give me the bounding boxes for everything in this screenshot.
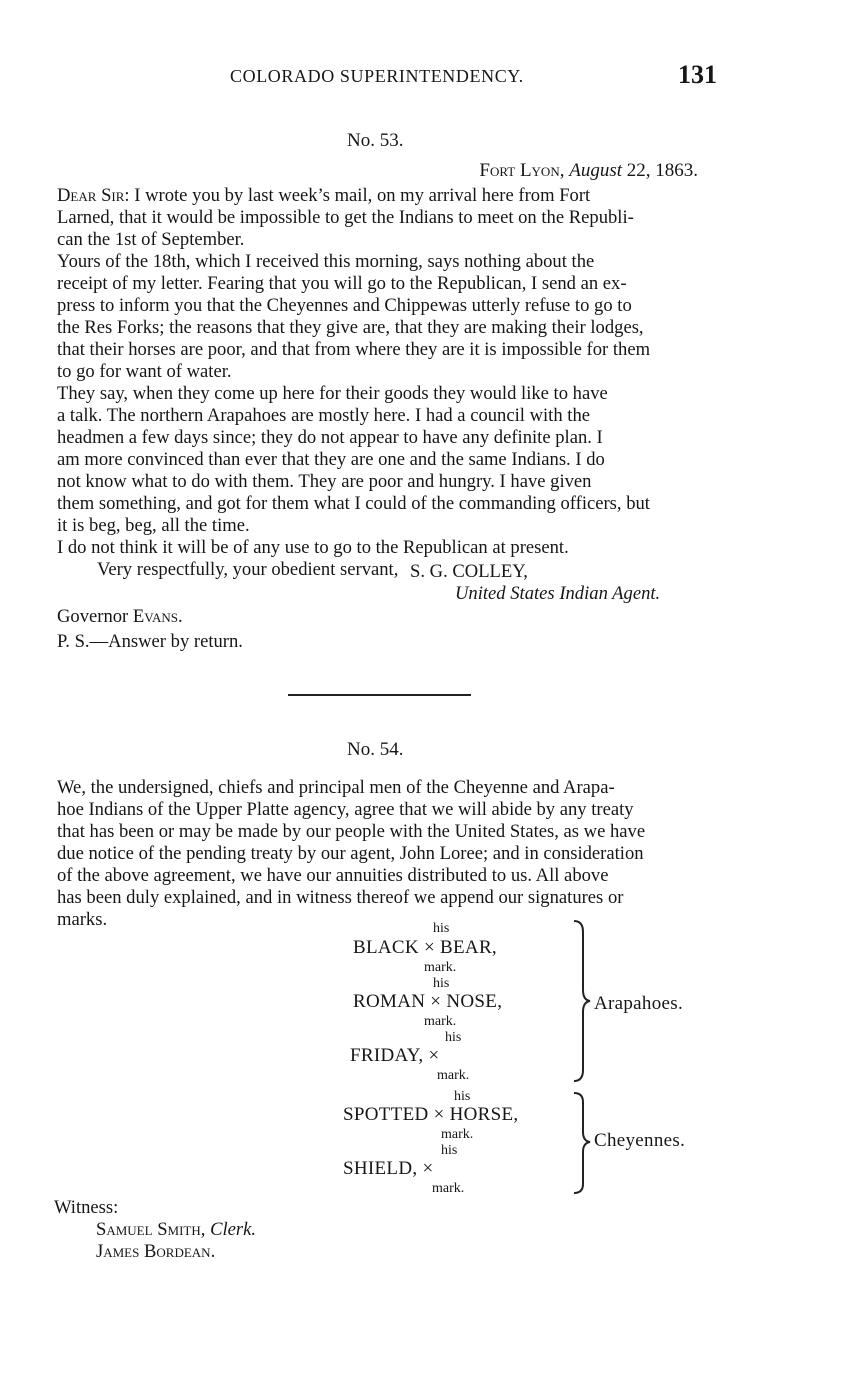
line-0: Dear Sir: I wrote you by last week’s mail, on my arrival here from Fort bbox=[57, 185, 591, 206]
mark-label: mark. bbox=[432, 1181, 465, 1196]
his-label: his bbox=[433, 976, 450, 991]
signature-friday bbox=[350, 1045, 439, 1067]
line-7: that their horses are poor, and that from where they are it is impossible for them bbox=[57, 339, 651, 360]
section-divider bbox=[288, 694, 471, 696]
line-4: receipt of my letter. Fearing that you will go to the Republican, I send an ex- bbox=[57, 273, 627, 294]
witness-2 bbox=[96, 1241, 215, 1263]
sig-first: FRIDAY, bbox=[350, 1045, 424, 1066]
line-12: am more convinced than ever that they are one and the same Indians. I do bbox=[57, 449, 605, 470]
x-mark: × bbox=[423, 937, 435, 958]
agreement-line-1: hoe Indians of the Upper Platte agency, agree that we will abide by any treaty bbox=[57, 799, 634, 820]
witness-label: Witness: bbox=[54, 1197, 119, 1218]
line-15: it is beg, beg, all the time. bbox=[57, 515, 250, 536]
mark-label: mark. bbox=[437, 1068, 470, 1083]
postscript: P. S.—Answer by return. bbox=[57, 631, 243, 652]
addressee bbox=[57, 606, 183, 628]
agreement-line-4: of the above agreement, we have our annuities distributed to us. All above bbox=[57, 865, 609, 886]
line-16: I do not think it will be of any use to go to the Republican at present. bbox=[57, 537, 569, 558]
witness-1-role: Clerk. bbox=[210, 1219, 257, 1240]
document-number-53: No. 53. bbox=[347, 130, 404, 151]
line-9: They say, when they come up here for their goods they would like to have bbox=[57, 383, 608, 404]
dateline-place: Fort Lyon, bbox=[479, 160, 565, 181]
his-label: his bbox=[445, 1030, 462, 1045]
arapahoes-brace-icon bbox=[566, 918, 592, 1084]
sig-first: BLACK bbox=[353, 937, 419, 958]
line-6: the Res Forks; the reasons that they give are, that they are making their lodges, bbox=[57, 317, 644, 338]
signature-black-bear bbox=[353, 937, 497, 959]
signer-name: S. G. COLLEY, bbox=[410, 561, 528, 582]
salutation: Dear Sir: bbox=[57, 185, 130, 206]
sig-second: HORSE, bbox=[449, 1104, 519, 1125]
page-number: 131 bbox=[678, 60, 717, 89]
line-17: Very respectfully, your obedient servant, bbox=[97, 559, 399, 580]
witness-2-name: James Bordean. bbox=[96, 1241, 216, 1262]
dateline-month: August bbox=[569, 160, 622, 181]
signature-shield bbox=[343, 1158, 433, 1180]
line-8: to go for want of water. bbox=[57, 361, 232, 382]
line-11: headmen a few days since; they do not appear to have any definite plan. I bbox=[57, 427, 603, 448]
group-label-arapahoes: Arapahoes. bbox=[594, 993, 683, 1014]
sig-first: SHIELD, bbox=[343, 1158, 418, 1179]
signature-spotted-horse bbox=[343, 1104, 518, 1126]
line-5: press to inform you that the Cheyennes and Chippewas utterly refuse to go to bbox=[57, 295, 632, 316]
his-label: his bbox=[433, 921, 450, 936]
group-label-cheyennes: Cheyennes. bbox=[594, 1130, 686, 1151]
dateline-day-year: 22, 1863. bbox=[626, 160, 698, 181]
line-1: Larned, that it would be impossible to get the Indians to meet on the Republi- bbox=[57, 207, 634, 228]
x-mark: × bbox=[422, 1158, 434, 1179]
agreement-line-6: marks. bbox=[57, 909, 108, 930]
mark-label: mark. bbox=[424, 960, 457, 975]
line-10: a talk. The northern Arapahoes are mostly here. I had a council with the bbox=[57, 405, 591, 426]
line-3: Yours of the 18th, which I received this morning, says nothing about the bbox=[57, 251, 595, 272]
witness-1 bbox=[96, 1219, 256, 1241]
agreement-line-3: due notice of the pending treaty by our agent, John Loree; and in consideration bbox=[57, 843, 644, 864]
x-mark: × bbox=[430, 991, 442, 1012]
x-mark: × bbox=[433, 1104, 445, 1125]
agreement-line-2: that has been or may be made by our people with the United States, as we have bbox=[57, 821, 646, 842]
witness-1-name: Samuel Smith, bbox=[96, 1219, 206, 1240]
his-label: his bbox=[454, 1089, 471, 1104]
agreement-line-5: has been duly explained, and in witness thereof we append our signatures or bbox=[57, 887, 624, 908]
addressee-prefix: Governor bbox=[57, 606, 129, 627]
signer-title: United States Indian Agent. bbox=[455, 583, 661, 604]
signature-roman-nose bbox=[353, 991, 502, 1013]
document-number-54: No. 54. bbox=[347, 739, 404, 760]
sig-second: BEAR, bbox=[440, 937, 497, 958]
running-head: COLORADO SUPERINTENDENCY. bbox=[230, 66, 524, 86]
line-14: them something, and got for them what I could of the commanding officers, but bbox=[57, 493, 650, 514]
mark-label: mark. bbox=[424, 1014, 457, 1029]
line-2: can the 1st of September. bbox=[57, 229, 245, 250]
sig-first: SPOTTED bbox=[343, 1104, 429, 1125]
sig-first: ROMAN bbox=[353, 991, 426, 1012]
mark-label: mark. bbox=[441, 1127, 474, 1142]
x-mark: × bbox=[428, 1045, 440, 1066]
line-13: not know what to do with them. They are poor and hungry. I have given bbox=[57, 471, 592, 492]
agreement-line-0: We, the undersigned, chiefs and principal men of the Cheyenne and Arapa- bbox=[57, 777, 615, 798]
sig-second: NOSE, bbox=[446, 991, 503, 1012]
cheyennes-brace-icon bbox=[566, 1090, 592, 1196]
addressee-name: Evans. bbox=[132, 606, 183, 627]
his-label: his bbox=[441, 1143, 458, 1158]
dateline bbox=[479, 160, 698, 182]
